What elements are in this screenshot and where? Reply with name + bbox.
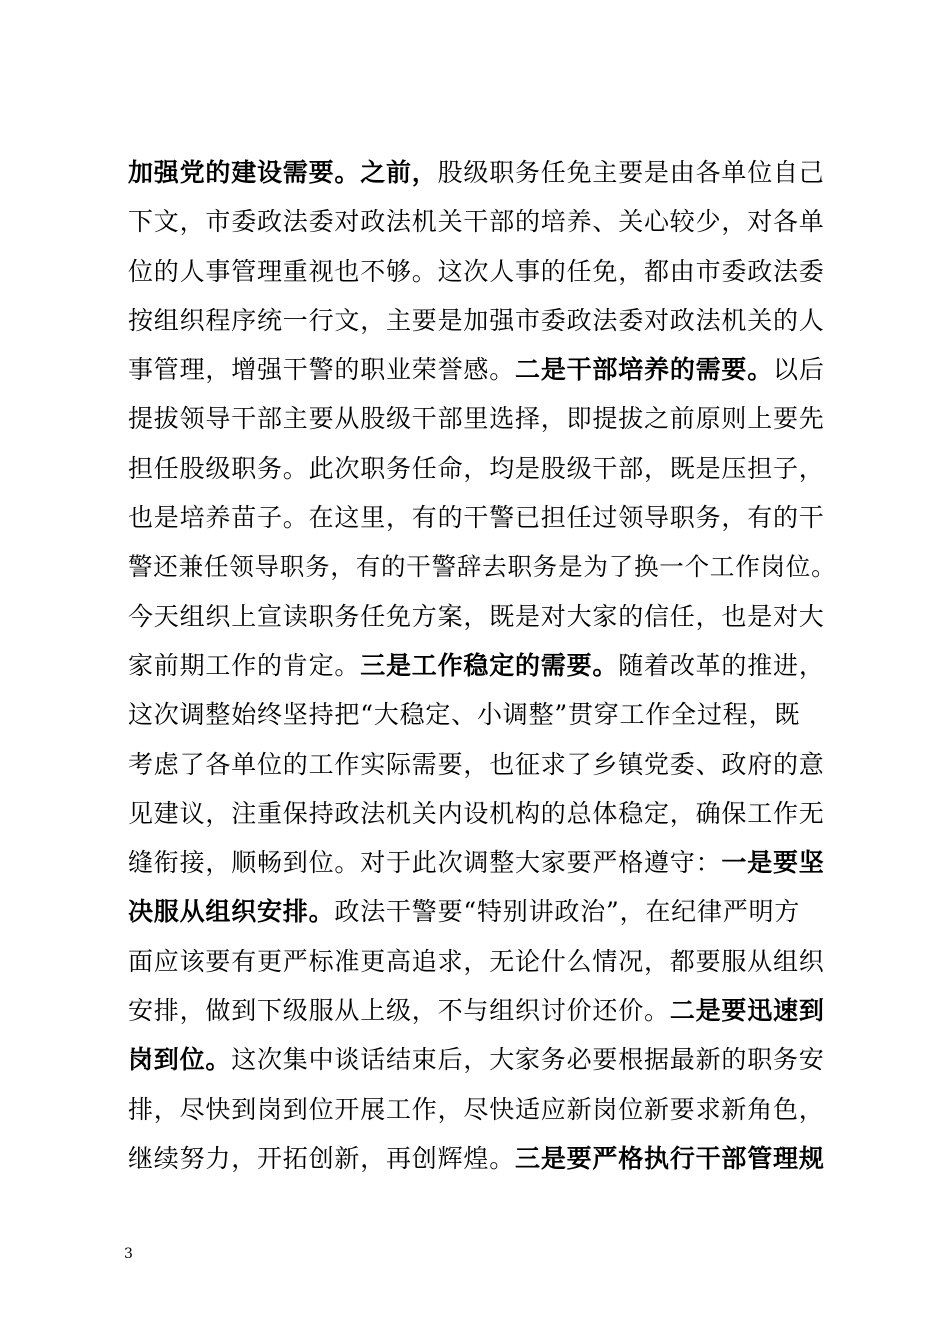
- text-segment: 也是培养苗子。在这里，有的干警已担任过领导职务，有的干: [128, 503, 825, 533]
- text-segment: 提拔领导干部主要从股级干部里选择，即提拔之前原则上要先: [128, 404, 825, 434]
- text-line: [128, 542, 848, 591]
- text-line: [128, 296, 848, 345]
- body-text: [128, 148, 848, 1183]
- text-segment: 这次调整始终坚持把“大稳定、小调整”贯穿工作全过程，既: [128, 700, 801, 730]
- text-line: [128, 641, 848, 690]
- text-line: [128, 493, 848, 542]
- bold-text-segment: 岗到位。: [128, 1045, 232, 1075]
- text-segment: 排，尽快到岗到位开展工作，尽快适应新岗位新要求新角色，: [128, 1094, 825, 1124]
- text-line: [128, 148, 848, 197]
- text-segment: 面应该要有更严标准更高追求，无论什么情况，都要服从组织: [128, 946, 825, 976]
- page-number: 3: [124, 1246, 133, 1262]
- bold-text-segment: 加强党的建设需要。之前，: [128, 158, 438, 187]
- text-segment: 政法干警要“特别讲政治”，在纪律严明方: [334, 897, 801, 927]
- text-segment: 见建议，注重保持政法机关内设机构的总体稳定，确保工作无: [128, 798, 825, 828]
- text-line: [128, 592, 848, 641]
- text-line: [128, 1085, 848, 1134]
- text-segment: 继续努力，开拓创新，再创辉煌。: [128, 1143, 516, 1173]
- text-segment: 安排，做到下级服从上级，不与组织讨价还价。: [128, 996, 670, 1026]
- bold-text-segment: 三是要严格执行干部管理规: [515, 1143, 825, 1173]
- text-line: [128, 690, 848, 739]
- text-segment: 股级职务任免主要是由各单位自己: [437, 158, 825, 187]
- text-segment: 警还兼任领导职务，有的干警辞去职务是为了换一个工作岗位。: [128, 552, 837, 582]
- text-segment: 缝衔接，顺畅到位。对于此次调整大家要严格遵守：: [128, 848, 722, 878]
- text-line: [128, 838, 848, 887]
- bold-text-segment: 一是要坚: [721, 848, 825, 878]
- text-line: [128, 444, 848, 493]
- text-segment: 家前期工作的肯定。: [128, 650, 361, 680]
- text-line: [128, 789, 848, 838]
- text-segment: 下文，市委政法委对政法机关干部的培养、关心较少，对各单: [128, 207, 825, 237]
- text-segment: 担任股级职务。此次职务任命，均是股级干部，既是压担子，: [128, 453, 825, 483]
- text-segment: 事管理，增强干警的职业荣誉感。: [128, 355, 516, 385]
- text-segment: 以后: [773, 355, 825, 385]
- text-line: [128, 394, 848, 443]
- text-line: [128, 1035, 848, 1084]
- text-segment: 这次集中谈话结束后，大家务必要根据最新的职务安: [231, 1045, 825, 1075]
- text-line: [128, 197, 848, 246]
- text-segment: 按组织程序统一行文，主要是加强市委政法委对政法机关的人: [128, 305, 825, 335]
- bold-text-segment: 决服从组织安排。: [128, 897, 335, 927]
- text-line: [128, 1134, 848, 1183]
- text-line: [128, 740, 848, 789]
- text-segment: 位的人事管理重视也不够。这次人事的任免，都由市委政法委: [128, 256, 825, 286]
- bold-text-segment: 三是工作稳定的需要。: [360, 650, 619, 680]
- text-line: [128, 986, 848, 1035]
- text-line: [128, 887, 848, 936]
- bold-text-segment: 二是干部培养的需要。: [515, 355, 774, 385]
- text-line: [128, 247, 848, 296]
- text-line: [128, 345, 848, 394]
- text-segment: 考虑了各单位的工作实际需要，也征求了乡镇党委、政府的意: [128, 749, 825, 779]
- text-line: [128, 937, 848, 986]
- text-segment: 今天组织上宣读职务任免方案，既是对大家的信任，也是对大: [128, 601, 825, 631]
- text-segment: 随着改革的推进，: [618, 650, 825, 680]
- bold-text-segment: 二是要迅速到: [669, 996, 825, 1026]
